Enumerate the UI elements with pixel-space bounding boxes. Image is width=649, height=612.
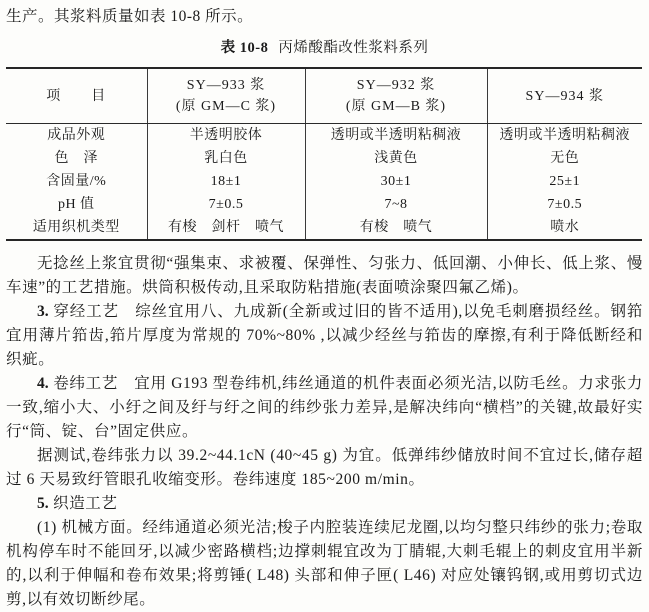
table-row-loom-type [6,216,642,240]
table-row-ph [6,193,642,216]
cell-value: 7±0.5 [147,193,305,216]
cell-value: 浅黄色 [305,147,487,170]
header-cell-sy934: SY—934 浆 [487,68,642,124]
cell-value: 透明或半透明粘稠液 [305,124,487,148]
header-cell-sy933: SY—933 浆 (原 GM—C 浆) [147,68,305,124]
row-label: pH 值 [57,197,95,212]
cell-value: 半透明胶体 [147,124,305,148]
body-text [6,252,643,612]
cell-value: 喷水 [487,216,642,240]
header-cell-item: 项 目 [6,68,147,124]
cell-value: 有梭 剑杆 喷气 [147,216,305,240]
table-row-solid-content [6,170,642,193]
table-row-color [6,147,642,170]
cell-value: 有梭 喷气 [305,216,487,240]
table-row-appearance [6,124,642,148]
row-label: 适用织机类型 [32,220,120,235]
paragraph-number: 3. [37,303,49,320]
table-caption-title: 丙烯酸酯改性浆料系列 [278,40,429,56]
paragraph-sizing-measures: 无捻丝上浆宜贯彻“强集束、求被覆、保弹性、匀张力、低回潮、小伸长、低上浆、慢车速”的工艺措施。烘筒积极传动,且采取防粘措施(表面喷涂聚四氟乙烯)。 [6,255,643,296]
paragraph-drawing-in-process: 3. 穿经工艺 综丝宜用八、九成新(全新或过旧的皆不适用),以免毛刺磨损经丝。钢筘宜用薄片筘齿,筘片厚度为常规的 70%~80% ,以减少经丝与筘齿的摩擦,有利于降低断经和织疵。 [6,303,643,368]
paragraph-number: 4. [37,375,49,392]
row-label: 成品外观 [47,128,106,143]
cell-value: 透明或半透明粘稠液 [487,124,642,148]
paragraph-winding-tension: 据测试,卷纬张力以 39.2~44.1cN (40~45 g) 为宜。低弹纬纱储放时间不宜过长,储存超过 6 天易致纡管眼孔收缩变形。卷纬速度 185~200 m/min。 [6,447,643,488]
paragraph-weaving-process-heading: 5. 织造工艺 [37,495,118,512]
table-caption [6,38,643,58]
cell-value: 无色 [487,147,642,170]
header-cell-sy932: SY—932 浆 (原 GM—B 浆) [305,68,487,124]
cell-value: 乳白色 [147,147,305,170]
table-header-row [6,68,642,124]
cell-value: 18±1 [147,170,305,193]
table-caption-number: 表 10-8 [220,40,269,56]
cell-value: 7±0.5 [487,193,642,216]
cell-value: 7~8 [305,193,487,216]
cell-value: 30±1 [305,170,487,193]
paragraph-pirn-winding-process: 4. 卷纬工艺 宜用 G193 型卷纬机,纬丝通道的机件表面必须光洁,以防毛丝。力求张力一致,缩小大、小纡之间及纡与纡之间的纬纱张力差异,是解决纬向“横档”的关键,故最好实行“筒、锭、台”固定供应。 [6,375,644,440]
paragraph-number: 5. [37,495,49,512]
row-label: 含固量/% [46,174,107,189]
paragraph-mechanical-aspects: (1) 机械方面。经纬通道必须光洁;梭子内腔装连续尼龙圈,以均匀整只纬纱的张力;卷取机构停车时不能回牙,以减少密路横档;边撑刺辊宜改为丁腈辊,大刺毛辊上的刺皮宜用半新的,以利于伸幅和卷布效果;将剪锤( L48) 头部和伸子匣( L46) 对应处镶钨钢,或用剪切式边剪,以有效切断纱尾。 [6,519,643,608]
row-label: 色 泽 [54,151,98,166]
sizing-series-table [6,67,642,241]
continuation-paragraph: 生产。其浆料质量如表 10-8 所示。 [6,8,254,25]
cell-value: 25±1 [487,170,642,193]
